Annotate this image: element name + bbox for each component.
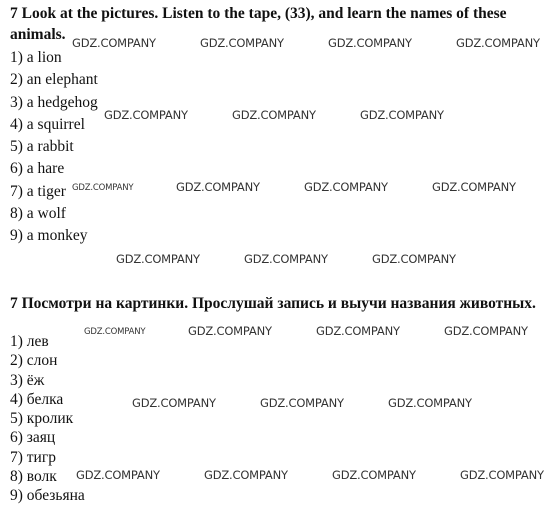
list-item: 5) a rabbit — [10, 138, 74, 156]
list-item: 8) волк — [10, 468, 57, 486]
watermark: GDZ.COMPANY — [204, 468, 288, 482]
watermark: GDZ.COMPANY — [132, 396, 216, 410]
watermark: GDZ.COMPANY — [460, 468, 544, 482]
watermark: GDZ.COMPANY — [188, 324, 272, 338]
watermark: GDZ.COMPANY — [332, 468, 416, 482]
watermark: GDZ.COMPANY — [388, 396, 472, 410]
list-item: 7) a tiger — [10, 182, 66, 200]
list-item: 3) a hedgehog — [10, 93, 98, 111]
watermark: GDZ.COMPANY — [176, 180, 260, 194]
watermark: GDZ.COMPANY — [328, 36, 412, 50]
watermark: GDZ.COMPANY — [316, 324, 400, 338]
russian-exercise-heading: 7 Посмотри на картинки. Прослушай запись и выучи названия животных. — [10, 295, 536, 312]
watermark: GDZ.COMPANY — [116, 252, 200, 266]
watermark: GDZ.COMPANY — [76, 468, 160, 482]
list-item: 4) a squirrel — [10, 115, 85, 133]
list-item: 2) an elephant — [10, 71, 98, 89]
list-item: 6) a hare — [10, 160, 65, 178]
english-animal-list — [10, 47, 98, 248]
watermark: GDZ.COMPANY — [456, 36, 540, 50]
watermark: GDZ.COMPANY — [244, 252, 328, 266]
russian-animal-list — [10, 332, 85, 506]
watermark: GDZ.COMPANY — [200, 36, 284, 50]
list-item: 4) белка — [10, 390, 64, 408]
watermark: GDZ.COMPANY — [72, 36, 156, 50]
list-item: 9) обезьяна — [10, 487, 85, 505]
watermark: GDZ.COMPANY — [444, 324, 528, 338]
list-item: 3) ёж — [10, 371, 45, 389]
watermark: GDZ.COMPANY — [260, 396, 344, 410]
watermark: GDZ.COMPANY — [432, 180, 516, 194]
watermark: GDZ.COMPANY — [372, 252, 456, 266]
watermark: GDZ.COMPANY — [304, 180, 388, 194]
list-item: 1) a lion — [10, 49, 62, 66]
english-exercise-heading: 7 Look at the pictures. Listen to the tape, (33), and learn the names of these animals. — [10, 5, 507, 43]
list-item: 6) заяц — [10, 429, 56, 447]
watermark: GDZ.COMPANY — [84, 327, 146, 337]
list-item: 5) кролик — [10, 410, 74, 428]
list-item: 1) лев — [10, 333, 49, 350]
list-item: 2) слон — [10, 352, 58, 370]
list-item: 7) тигр — [10, 448, 56, 466]
list-item: 8) a wolf — [10, 205, 66, 223]
list-item: 9) a monkey — [10, 227, 88, 245]
watermark: GDZ.COMPANY — [232, 108, 316, 122]
watermark: GDZ.COMPANY — [72, 183, 134, 193]
watermark: GDZ.COMPANY — [104, 108, 188, 122]
watermark: GDZ.COMPANY — [360, 108, 444, 122]
